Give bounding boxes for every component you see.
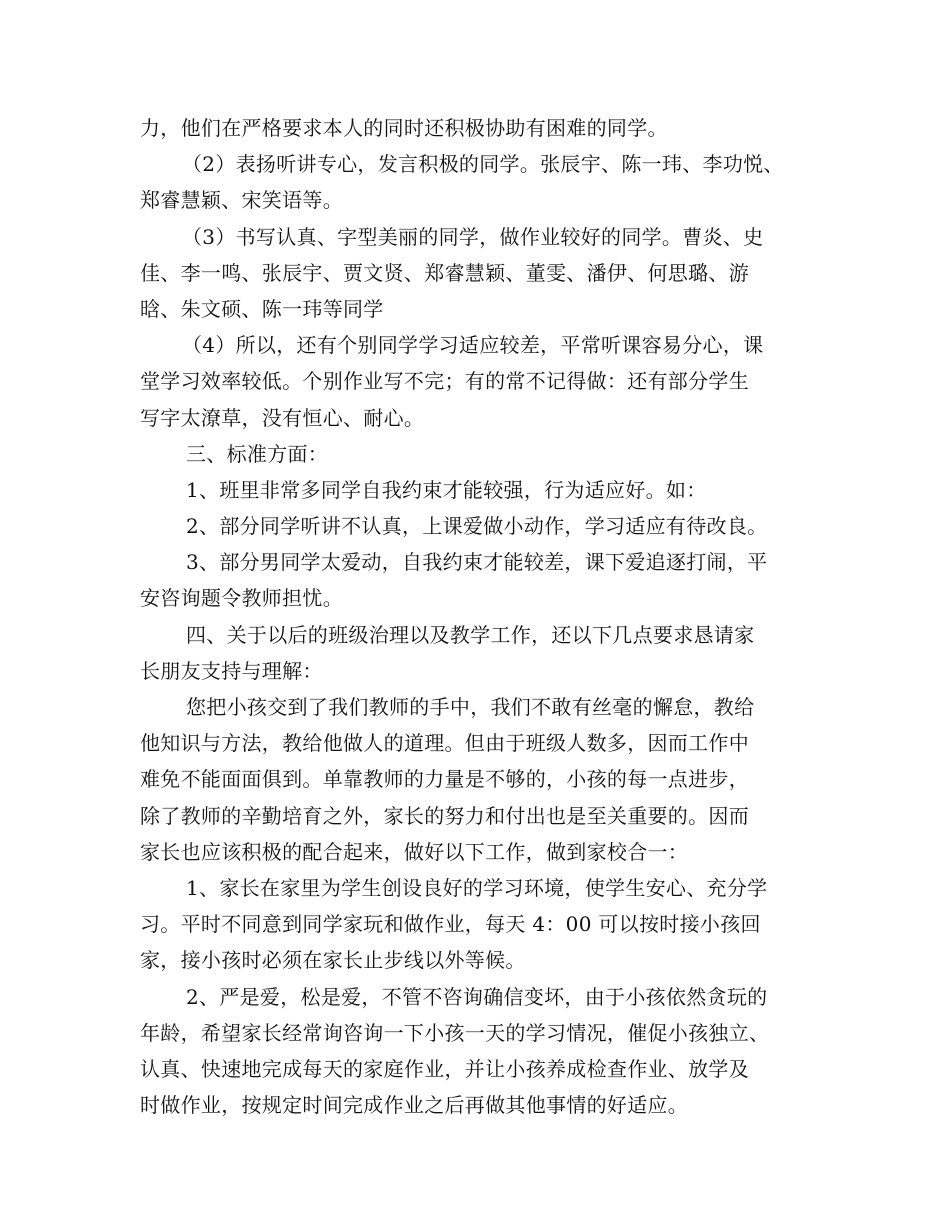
text-line: 安咨询题令教师担忧。: [140, 586, 343, 611]
text-line: 1、班里非常多同学自我约束才能较强，行为适应好。如：: [186, 477, 707, 502]
text-line: （2）表扬听讲专心，发言积极的同学。张辰宇、陈一玮、李功悦、: [182, 152, 784, 177]
text-line: 您把小孩交到了我们教师的手中，我们不敢有丝毫的懈怠，教给: [186, 695, 755, 719]
text-line: （3）书写认真、字型美丽的同学，做作业较好的同学。曹炎、史: [182, 224, 764, 249]
text-line: 家长也应该积极的配合起来，做好以下工作，做到家校合一：: [140, 839, 689, 864]
text-line: 写字太潦草，没有恒心、耐心。: [140, 405, 425, 430]
text-line: 时做作业，按规定时间完成作业之后再做其他事情的好适应。: [140, 1093, 689, 1118]
text-line: 佳、李一鸣、张辰宇、贾文贤、郑睿慧颖、董雯、潘伊、何思璐、游: [140, 260, 749, 285]
section-heading: 四、关于以后的班级治理以及教学工作，还以下几点要求恳请家: [186, 622, 755, 647]
text-line: 力，他们在严格要求本人的同时还积极协助有困难的同学。: [140, 116, 668, 140]
text-line: 2、严是爱，松是爱，不管不咨询确信变坏，由于小孩依然贪玩的: [186, 984, 768, 1009]
text-line: 认真、快速地完成每天的家庭作业，并让小孩养成检查作业、放学及: [140, 1056, 749, 1081]
text-line: 3、部分男同学太爱动，自我约束才能较差，课下爱追逐打闹，平: [186, 550, 768, 575]
section-heading: 三、标准方面：: [186, 441, 329, 466]
text-line: 家，接小孩时必须在家长止步线以外等候。: [140, 948, 526, 973]
text-line: 习。平时不同意到同学家玩和做作业，每天 4：00 可以按时接小孩回: [140, 912, 761, 937]
text-line: 难免不能面面俱到。单靠教师的力量是不够的，小孩的每一点进步，: [140, 767, 749, 792]
text-line: 年龄，希望家长经常询咨询一下小孩一天的学习情况，催促小孩独立、: [140, 1020, 770, 1045]
text-line: 堂学习效率较低。个别作业写不完；有的常不记得做：还有部分学生: [140, 369, 749, 394]
text-line: （4）所以，还有个别同学学习适应较差，平常听课容易分心，课: [182, 333, 764, 358]
text-line: 1、家长在家里为学生创设良好的学习环境，使学生安心、充分学: [186, 875, 768, 900]
text-line: 郑睿慧颖、宋笑语等。: [140, 188, 343, 213]
text-line: 长朋友支持与理解：: [140, 658, 323, 683]
text-line: 晗、朱文硕、陈一玮等同学: [140, 296, 384, 321]
text-line: 他知识与方法，教给他做人的道理。但由于班级人数多，因而工作中: [140, 731, 749, 756]
text-line: 除了教师的辛勤培育之外，家长的努力和付出也是至关重要的。因而: [140, 803, 749, 828]
text-line: 2、部分同学听讲不认真，上课爱做小动作，学习适应有待改良。: [186, 514, 768, 539]
document-body: [140, 110, 830, 1123]
